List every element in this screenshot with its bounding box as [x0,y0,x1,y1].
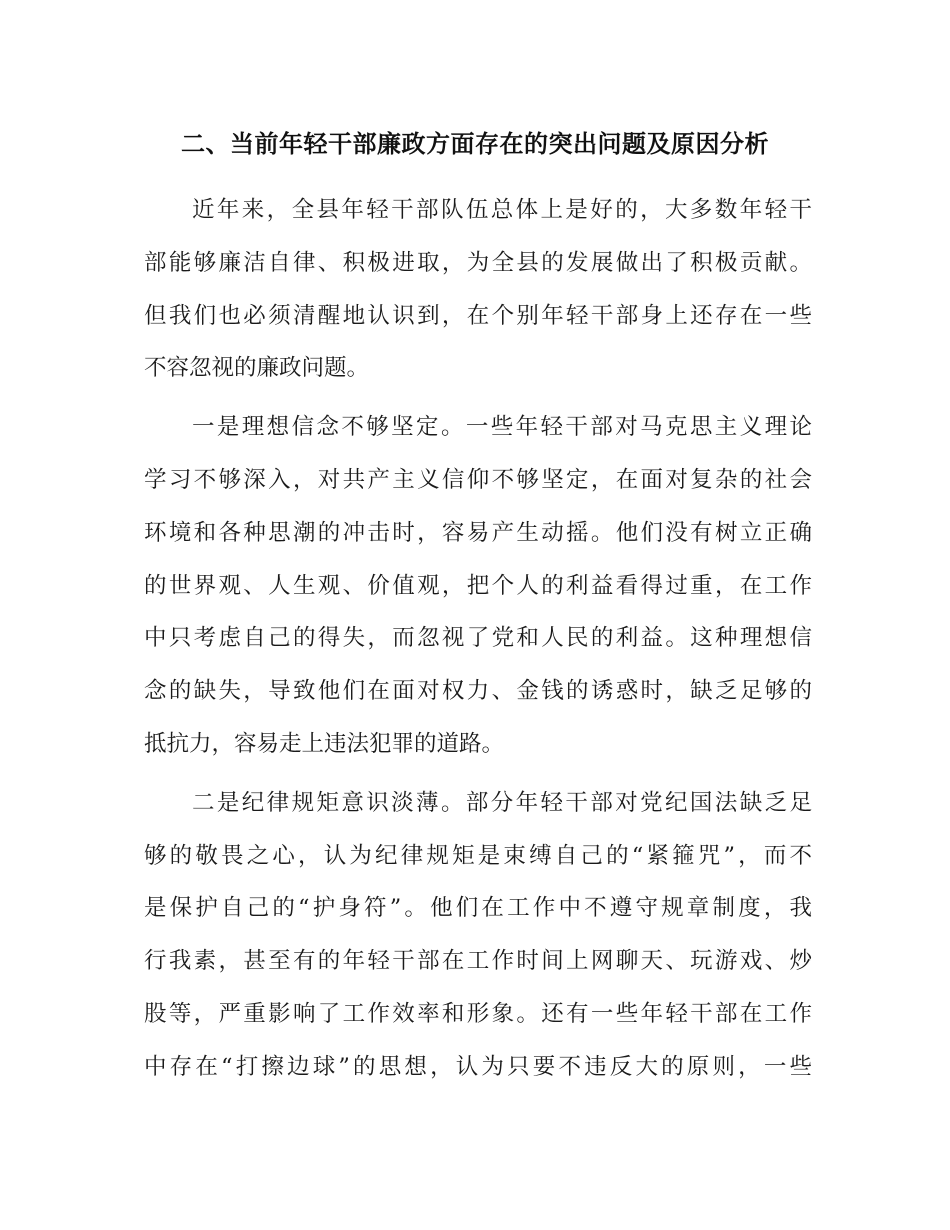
text-line: 够的敬畏之心，认为纪律规矩是束缚自己的“紧箍咒”，而不 [144,842,812,869]
text-line: 抵抗力，容易走上违法犯罪的道路。 [144,730,505,757]
paragraph [144,184,812,395]
text-line: 股等，严重影响了工作效率和形象。还有一些年轻干部在工作 [144,1000,812,1027]
text-line: 是保护自己的“护身符”。他们在工作中不遵守规章制度，我 [144,895,812,922]
paragraph [144,777,812,1094]
text-line: 环境和各种思潮的冲击时，容易产生动摇。他们没有树立正确 [144,519,812,546]
section-heading: 二、当前年轻干部廉政方面存在的突出问题及原因分析 [181,130,769,158]
text-line: 不容忽视的廉政问题。 [144,355,370,382]
text-line: 学习不够深入，对共产主义信仰不够坚定，在面对复杂的社会 [144,466,812,493]
text-line: 部能够廉洁自律、积极进取，为全县的发展做出了积极贡献。 [144,249,812,276]
document-body [144,184,812,1094]
text-line: 中存在“打擦边球”的思想，认为只要不违反大的原则，一些 [144,1053,812,1080]
text-line: 的世界观、人生观、价值观，把个人的利益看得过重，在工作 [144,572,812,599]
paragraph [144,401,812,771]
text-line: 近年来，全县年轻干部队伍总体上是好的，大多数年轻干 [192,197,812,223]
text-line: 一是理想信念不够坚定。一些年轻干部对马克思主义理论 [192,414,812,441]
text-line: 二是纪律规矩意识淡薄。部分年轻干部对党纪国法缺乏足 [192,789,812,816]
text-line: 但我们也必须清醒地认识到，在个别年轻干部身上还存在一些 [144,302,812,329]
text-line: 行我素，甚至有的年轻干部在工作时间上网聊天、玩游戏、炒 [144,948,812,975]
text-line: 念的缺失，导致他们在面对权力、金钱的诱惑时，缺乏足够的 [144,678,812,705]
text-line: 中只考虑自己的得失，而忽视了党和人民的利益。这种理想信 [144,625,812,652]
